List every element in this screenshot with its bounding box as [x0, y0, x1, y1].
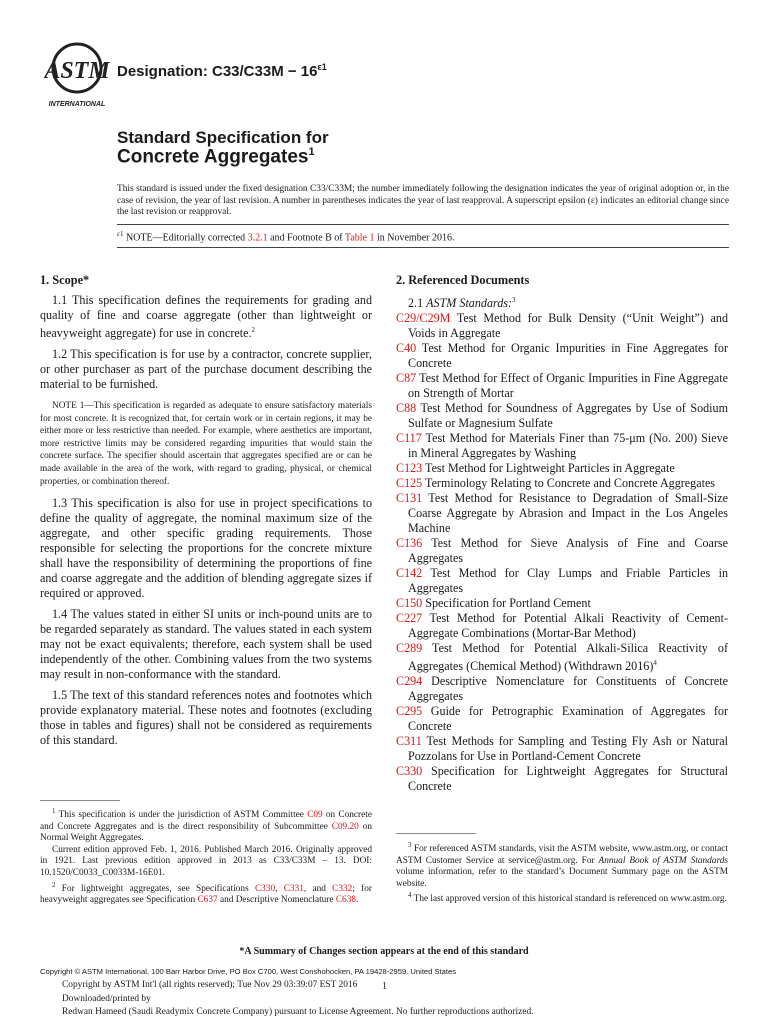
footnotes-left: [40, 806, 372, 907]
reference-item: [396, 311, 728, 341]
refs-subheading: 2.1 ASTM Standards:$^3$: [408, 296, 516, 311]
reference-title: Guide for Petrographic Examination of Aggregates for Concrete: [408, 704, 728, 734]
intro-paragraph: This standard is issued under the fixed designation C33/C33M; the number immediately following the designation indicates the year of original adoption or, in the case of revision, the year of last revision. A number in parentheses indicates the year of last reapproval. A superscript epsilon (ε) indicates an editorial change since the last revision or reapproval.: [117, 184, 729, 217]
reference-title: Test Method for Materials Finer than 75-μm (No. 200) Sieve in Mineral Aggregates by Washing: [408, 431, 728, 461]
reference-item: [396, 734, 728, 764]
page-number: 1: [382, 981, 387, 992]
para-1-3: 1.3 This specification is also for use in project specifications to define the quality of aggregate, the nominal maximum size of the aggregate, and other specific grading requirements. Those responsible for selecting the proportions for the concrete mixture shall have the responsibility of determining the proportions of fine and coarse aggregate and the addition of blending aggregate sizes if required or approved.: [40, 496, 372, 601]
link-3-2-1[interactable]: 3.2.1: [247, 232, 268, 244]
license-line-1: Copyright by ASTM Int'l (all rights reserved); Tue Nov 29 03:39:07 EST 2016: [62, 980, 358, 990]
license-line-3: Redwan Hameed (Saudi Readymix Concrete Company) pursuant to License Agreement. No further reproductions authorized.: [62, 1007, 534, 1017]
scope-section: [40, 273, 372, 748]
reference-code-link[interactable]: C311: [396, 734, 422, 749]
para-1-4: 1.4 The values stated in either SI units or inch-pound units are to be regarded separately as standard. The values stated in each system may not be exact equivalents; therefore, each system shall be used independently of the other. Combining values from the two systems may result in non-conformance with the standard.: [40, 607, 372, 682]
reference-code-link[interactable]: C295: [396, 704, 423, 719]
footnote-divider: [396, 833, 476, 834]
reference-title: Test Method for Sieve Analysis of Fine and Coarse Aggregates: [408, 536, 728, 566]
svg-text:INTERNATIONAL: INTERNATIONAL: [48, 101, 106, 108]
link-c637[interactable]: C637: [197, 895, 218, 906]
link-c638[interactable]: C638: [335, 895, 357, 906]
reference-title: Test Method for Potential Alkali-Silica Reactivity of Aggregates (Chemical Method) (Withdrawn 2016): [408, 641, 728, 674]
reference-item: [396, 704, 728, 734]
link-c09[interactable]: C09: [307, 810, 323, 821]
license-line-2: Downloaded/printed by: [62, 993, 151, 1004]
reference-code-link[interactable]: C131: [396, 491, 423, 506]
reference-code-link[interactable]: C294: [396, 674, 423, 689]
reference-item: [396, 371, 728, 401]
link-c09-20[interactable]: C09.20: [331, 821, 359, 832]
reference-code-link[interactable]: C87: [396, 371, 417, 386]
title-line2: Concrete Aggregates$^1$: [117, 146, 315, 168]
divider: [117, 224, 729, 225]
astm-logo: [44, 40, 110, 110]
reference-code-link[interactable]: C227: [396, 611, 423, 626]
footnote-1-edition: Current edition approved Feb. 1, 2016. Published March 2016. Originally approved in 1921. Last previous edition approved in 2013 as C33/C33M – 13. DOI: 10.1520/C0033_C0033M-16E01.: [40, 844, 372, 879]
reference-item: [396, 341, 728, 371]
epsilon-note: $^{\varepsilon 1}$ NOTE—Editorially corrected 3.2.1 and Footnote B of Table 1 in November 2016.: [117, 230, 455, 244]
reference-item: [396, 476, 728, 491]
para-1-1: 1.1 This specification defines the requirements for grading and quality of fine and coarse aggregate (other than lightweight or heavyweight aggregate) for use in concrete.$^2$: [40, 293, 372, 341]
divider: [117, 247, 729, 248]
footnote-2: $^2$ For lightweight aggregates, see Specifications C330, C331, and C332; for heavyweight aggregates see Specification C637 and Descriptive Nomenclature C638.: [40, 880, 372, 906]
reference-code-link[interactable]: C123: [396, 461, 423, 476]
reference-code-link[interactable]: C142: [396, 566, 423, 581]
reference-title: Test Method for Soundness of Aggregates by Use of Sodium Sulfate or Magnesium Sulfate: [408, 401, 728, 431]
reference-list: [396, 311, 728, 794]
reference-title: Test Methods for Sampling and Testing Fly Ash or Natural Pozzolans for Use in Portland-Cement Concrete: [408, 734, 728, 764]
reference-item: [396, 641, 728, 674]
reference-code-link[interactable]: C136: [396, 536, 423, 551]
reference-item: [396, 431, 728, 461]
reference-code-link[interactable]: C117: [396, 431, 422, 446]
reference-code-link[interactable]: C125: [396, 476, 423, 491]
reference-code-link[interactable]: C29/C29M: [396, 311, 451, 326]
title-line1: Standard Specification for: [117, 128, 329, 147]
reference-item: [396, 596, 728, 611]
footnote-4: $^4$ The last approved version of this historical standard is referenced on www.astm.org.: [408, 891, 727, 905]
link-c330[interactable]: C330: [254, 883, 276, 894]
designation: Designation: $C33/C33M - 16^{\varepsilon 1}$: [117, 62, 327, 80]
svg-text:ASTM: ASTM: [44, 58, 110, 84]
reference-code-link[interactable]: C289: [396, 641, 423, 656]
reference-title: Specification for Portland Cement: [422, 596, 591, 611]
reference-item: [396, 611, 728, 641]
reference-footnote-mark: 4: [653, 659, 657, 668]
reference-code-link[interactable]: C330: [396, 764, 423, 779]
reference-item: [396, 461, 728, 476]
scope-heading: 1. Scope*: [40, 273, 90, 287]
reference-item: [396, 566, 728, 596]
footnotes-right: [396, 840, 728, 906]
link-c332[interactable]: C332: [332, 883, 353, 894]
reference-item: [396, 764, 728, 794]
reference-title: Terminology Relating to Concrete and Concrete Aggregates: [422, 476, 716, 491]
reference-title: Test Method for Effect of Organic Impurities in Fine Aggregate on Strength of Mortar: [408, 371, 728, 401]
footnote-3: $^3$ For referenced ASTM standards, visit the ASTM website, www.astm.org, or contact ASTM Customer Service at service@astm.org. For Annual Book of ASTM Standards volume information, refer to the standard’s Document Summary page on the ASTM website.: [396, 841, 728, 889]
reference-item: [396, 536, 728, 566]
copyright-line: Copyright © ASTM International, 100 Barr Harbor Drive, PO Box C700, West Conshohocken, PA 19428-2959. United States: [40, 967, 457, 976]
reference-item: [396, 674, 728, 704]
reference-code-link[interactable]: C88: [396, 401, 417, 416]
reference-title: Test Method for Potential Alkali Reactivity of Cement-Aggregate Combinations (Mortar-Bar Method): [408, 611, 728, 641]
footnote-1: $^1$ This specification is under the jurisdiction of ASTM Committee C09 on Concrete and Concrete Aggregates and is the direct responsibility of Subcommittee C09.20 on Normal Weight Aggregates.: [40, 807, 372, 844]
reference-item: [396, 491, 728, 536]
para-1-2: 1.2 This specification is for use by a contractor, concrete supplier, or other purchaser as part of the purchase document describing the material to be furnished.: [40, 347, 372, 392]
reference-code-link[interactable]: C150: [396, 596, 423, 611]
reference-title: Test Method for Bulk Density (“Unit Weight”) and Voids in Aggregate: [408, 311, 728, 341]
link-table-1[interactable]: Table 1: [344, 232, 375, 244]
reference-title: Test Method for Resistance to Degradation of Small-Size Coarse Aggregate by Abrasion and Impact in the Los Angeles Machine: [408, 491, 728, 536]
referenced-documents-section: [396, 273, 728, 794]
reference-title: Specification for Lightweight Aggregates for Structural Concrete: [408, 764, 728, 794]
reference-title: Descriptive Nomenclature for Constituents of Concrete Aggregates: [408, 674, 728, 704]
link-c331[interactable]: C331: [283, 883, 304, 894]
para-1-5: 1.5 The text of this standard references notes and footnotes which provide explanatory material. These notes and footnotes (excluding those in tables and figures) shall not be considered as requirements of this standard.: [40, 688, 372, 748]
refs-heading: 2. Referenced Documents: [396, 273, 530, 287]
reference-title: Test Method for Clay Lumps and Friable Particles in Aggregates: [408, 566, 728, 596]
footnote-divider: [40, 800, 120, 801]
reference-code-link[interactable]: C40: [396, 341, 417, 356]
reference-title: Test Method for Lightweight Particles in Aggregate: [422, 461, 675, 476]
license-block: [62, 979, 533, 1020]
summary-of-changes-note: *A Summary of Changes section appears at the end of this standard: [239, 946, 529, 957]
reference-title: Test Method for Organic Impurities in Fine Aggregates for Concrete: [408, 341, 728, 371]
note-1: NOTE 1—This specification is regarded as adequate to ensure satisfactory materials for most concrete. It is recognized that, for certain work or in certain regions, it may be either more or less restrictive than needed. For example, where aesthetics are important, more restrictive limits may be considered regarding impurities that would stain the concrete surface. The specifier should ascertain that aggregates specified are or can be made available in the area of the work, with regard to grading, physical, or chemical properties, or combination thereof.: [40, 401, 372, 487]
reference-item: [396, 401, 728, 431]
